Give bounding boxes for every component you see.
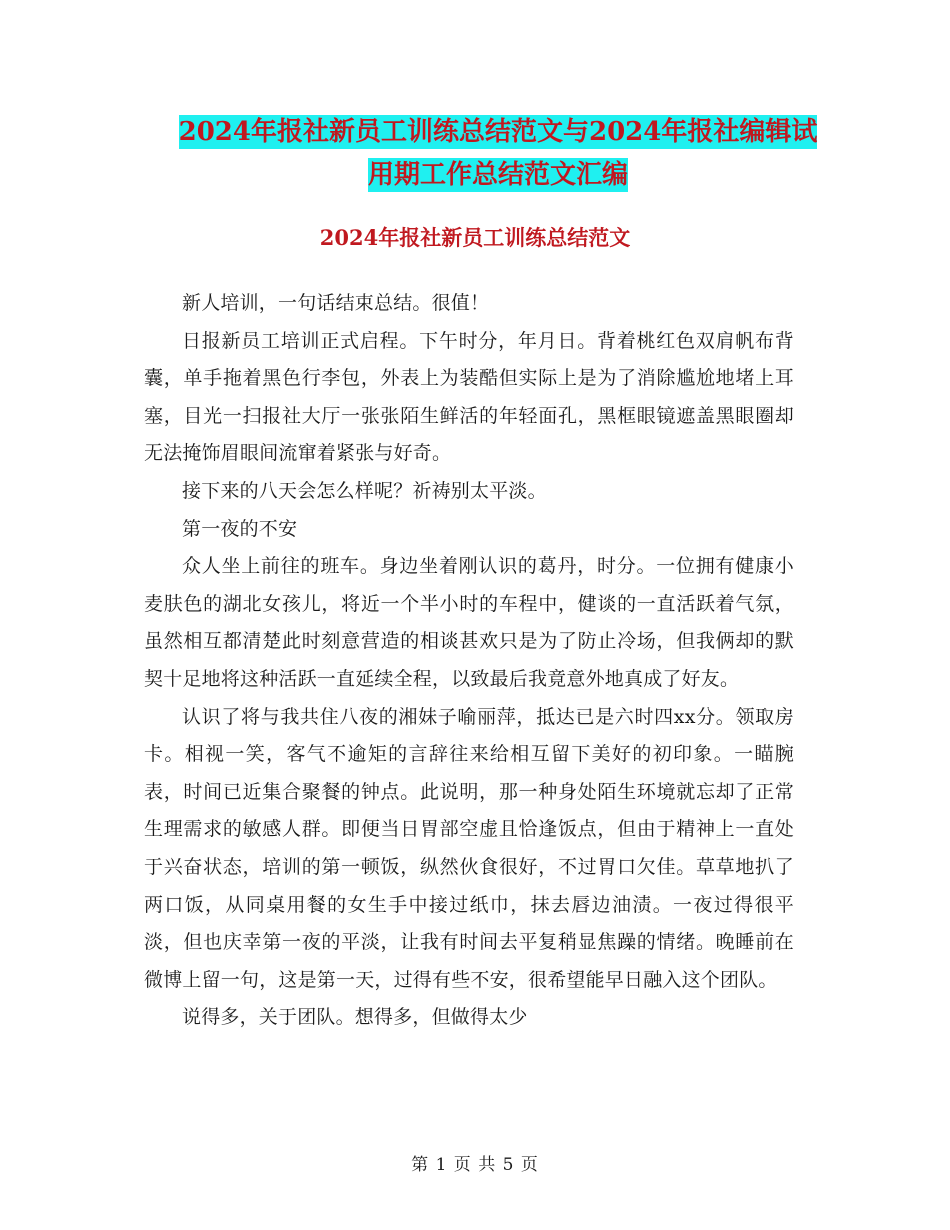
- paragraph: 认识了将与我共住八夜的湘妹子喻丽萍，抵达已是六时四xx分。领取房卡。相视一笑，客气不逾矩的言辞往来给相互留下美好的初印象。一瞄腕表，时间已近集合聚餐的钟点。此说明，那一种身处陌生环境就忘却了正常生理需求的敏感人群。即便当日胃部空虚且恰逢饭点，但由于精神上一直处于兴奋状态，培训的第一顿饭，纵然伙食很好，不过胃口欠佳。草草地扒了两口饭，从同桌用餐的女生手中接过纸巾，抹去唇边油渍。一夜过得很平淡，但也庆幸第一夜的平淡，让我有时间去平复稍显焦躁的情绪。晚睡前在微博上留一句，这是第一天，过得有些不安，很希望能早日融入这个团队。: [144, 705, 794, 991]
- document-body: [144, 285, 794, 1037]
- paragraph: 接下来的八天会怎么样呢？祈祷别太平淡。: [182, 479, 547, 502]
- paragraph: 新人培训，一句话结束总结。很值！: [182, 292, 490, 314]
- section-heading: 2024年报社新员工训练总结范文: [319, 225, 631, 250]
- paragraph: 众人坐上前往的班车。身边坐着刚认识的葛丹，时分。一位拥有健康小麦肤色的湖北女孩儿，将近一个半小时的车程中，健谈的一直活跃着气氛，虽然相互都清楚此时刻意营造的相谈甚欢只是为了防止冷场，但我俩却的默契十足地将这种活跃一直延续全程，以致最后我竟意外地真成了好友。: [144, 555, 794, 690]
- paragraph: 日报新员工培训正式启程。下午时分，年月日。背着桃红色双肩帆布背囊，单手拖着黑色行李包，外表上为装酷但实际上是为了消除尴尬地堵上耳塞，目光一扫报社大厅一张张陌生鲜活的年轻面孔，黑框眼镜遮盖黑眼圈却无法掩饰眉眼间流窜着紧张与好奇。: [144, 329, 794, 465]
- paragraph-subheading: 第一夜的不安: [182, 517, 298, 540]
- paragraph: 说得多，关于团队。想得多，但做得太少: [182, 1006, 528, 1029]
- page-footer: [0, 1150, 950, 1180]
- page-number-label: 第 1 页 共 5 页: [411, 1155, 539, 1175]
- document-title-text-2: 用期工作总结范文汇编: [367, 160, 628, 190]
- document-title-text-1: 2024年报社新员工训练总结范文与2024年报社编辑试: [178, 117, 818, 147]
- document-title-line-2: [120, 150, 876, 200]
